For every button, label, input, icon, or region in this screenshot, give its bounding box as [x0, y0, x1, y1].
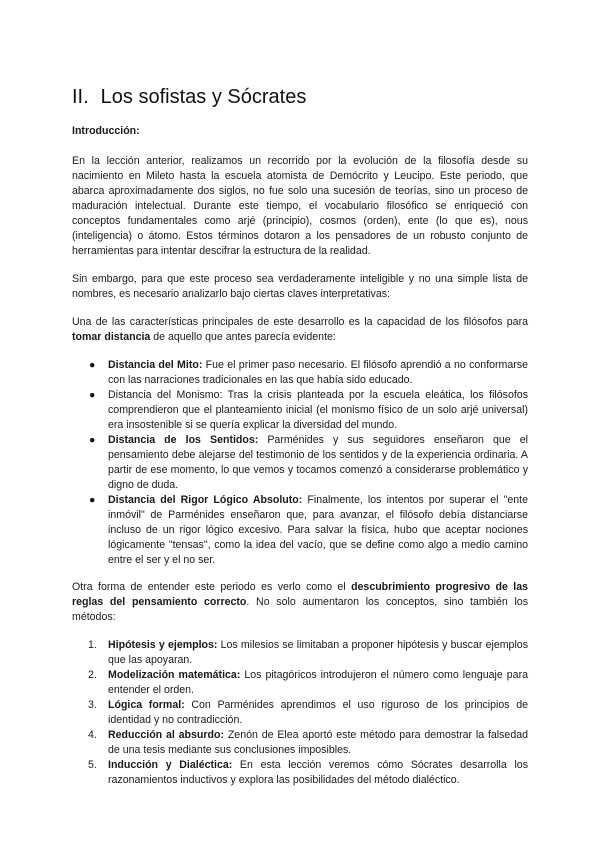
list-item — [89, 358, 528, 388]
distance-list — [72, 358, 528, 568]
numbered-item-term: Hipótesis y ejemplos: — [108, 639, 218, 651]
numbered-item-text: En esta lección veremos cómo Sócrates desarrolla los razonamientos inductivos y explora las posibilidades del método dialéctico. — [108, 759, 528, 786]
list-item-term: Distancia de los Sentidos: — [108, 434, 259, 446]
paragraph-intro: En la lección anterior, realizamos un recorrido por la evolución de la filosofía desde su nacimiento en Mileto hasta la escuela atomista de Demócrito y Leucipo. Este periodo, que abarca aproximadamente dos siglos, no fue solo una sucesión de teorías, sino un proceso de maduración intelectual. Durante este tiempo, el vocabulario filosófico se enriqueció con conceptos fundamentales como arjé (principio), cosmos (orden), ente (lo que es), nous (inteligencia) o átomo. Estos términos dotaron a los pensadores de un robusto conjunto de herramientas para intentar descifrar la estructura de la realidad. — [72, 155, 528, 257]
chapter-number: II. — [72, 86, 89, 108]
paragraph-methods-bold: descubrimiento progresivo de las reglas del pensamiento correcto — [72, 581, 529, 608]
numbered-item — [88, 758, 528, 788]
paragraph-distance-text-b: de aquello que antes parecía evidente: — [150, 331, 336, 343]
list-item-text: Fue el primer paso necesario. El filósofo aprendió a no conformarse con las narraciones tradicionales en las que había sido educado. — [108, 359, 528, 386]
list-item-term: Distancia del Rigor Lógico Absoluto: — [108, 494, 303, 506]
number-marker: 3. — [88, 699, 97, 711]
paragraph-methods — [72, 580, 528, 625]
list-item-term: Distancia del Mito: — [108, 359, 203, 371]
paragraph-keys: Sin embargo, para que este proceso sea verdaderamente inteligible y no una simple lista de nombres, es necesario analizarlo bajo ciertas claves interpretativas: — [72, 273, 528, 300]
paragraph-methods-text-b: . No solo aumentaron los conceptos, sino también los métodos: — [72, 596, 528, 623]
number-marker: 4. — [88, 729, 97, 741]
numbered-item — [88, 698, 528, 728]
methods-list — [72, 638, 528, 788]
numbered-item-term: Reducción al absurdo: — [108, 729, 224, 741]
list-item-text: Tras la crisis planteada por la escuela eleática, los filósofos comprendieron que el planteamiento inicial (el monismo físico de un solo arjé universal) era insostenible si se quería explicar la diversidad del mundo. — [108, 389, 528, 431]
number-marker: 1. — [88, 639, 97, 651]
list-item — [89, 388, 528, 433]
numbered-item-term: Modelización matemática: — [108, 669, 241, 681]
paragraph-distance — [72, 315, 528, 345]
list-item-text: Finalmente, los intentos por superar el "ente inmóvil" de Parménides enseñaron que, para avanzar, el filósofo debía distanciarse incluso de un rigor lógico excesivo. Para salvar la física, hubo que aceptar nociones lógicamente "tensas", como la idea del vacío, que se define como algo a medio camino entre el ser y el no ser. — [108, 494, 529, 566]
paragraph-methods-text-a: Otra forma de entender este periodo es verlo como el — [72, 581, 352, 593]
paragraph-distance-bold: tomar distancia — [72, 331, 151, 343]
numbered-item-text: Los pitagóricos introdujeron el número como lenguaje para entender el orden. — [108, 669, 528, 696]
numbered-item-text: Con Parménides aprendimos el uso riguroso de los principios de identidad y no contradicción. — [108, 699, 528, 726]
numbered-item-text: Los milesios se limitaban a proponer hipótesis y buscar ejemplos que las apoyaran. — [108, 639, 528, 666]
list-item-term: Distancia del Monismo: — [108, 389, 223, 401]
list-item — [89, 433, 528, 493]
list-item — [89, 493, 529, 568]
bullet-marker: ● — [89, 359, 96, 371]
paragraph-distance-text-a: Una de las características principales de este desarrollo es la capacidad de los filósofos para — [72, 316, 528, 328]
numbered-item — [88, 668, 528, 698]
list-item-text: Parménides y sus seguidores enseñaron que el pensamiento debe alejarse del testimonio de los sentidos y de la experiencia ordinaria. A partir de ese momento, lo que vemos y tocamos comenzó a considerarse problemático y digno de duda. — [108, 434, 528, 491]
bullet-marker: ● — [89, 494, 96, 506]
numbered-item-term: Lógica formal: — [108, 699, 185, 711]
numbered-item-text: Zenón de Elea aportó este método para demostrar la falsedad de una tesis mediante sus conclusiones imposibles. — [108, 729, 529, 756]
chapter-title: Los sofistas y Sócrates — [100, 86, 307, 108]
page-title — [72, 84, 528, 110]
numbered-item — [88, 728, 529, 758]
numbered-item-term: Inducción y Dialéctica: — [108, 759, 233, 771]
bullet-marker: ● — [89, 434, 96, 446]
bullet-marker: ● — [89, 389, 96, 401]
numbered-item — [88, 638, 528, 668]
number-marker: 5. — [88, 759, 97, 771]
intro-heading: Introducción: — [72, 125, 140, 137]
number-marker: 2. — [88, 669, 97, 681]
